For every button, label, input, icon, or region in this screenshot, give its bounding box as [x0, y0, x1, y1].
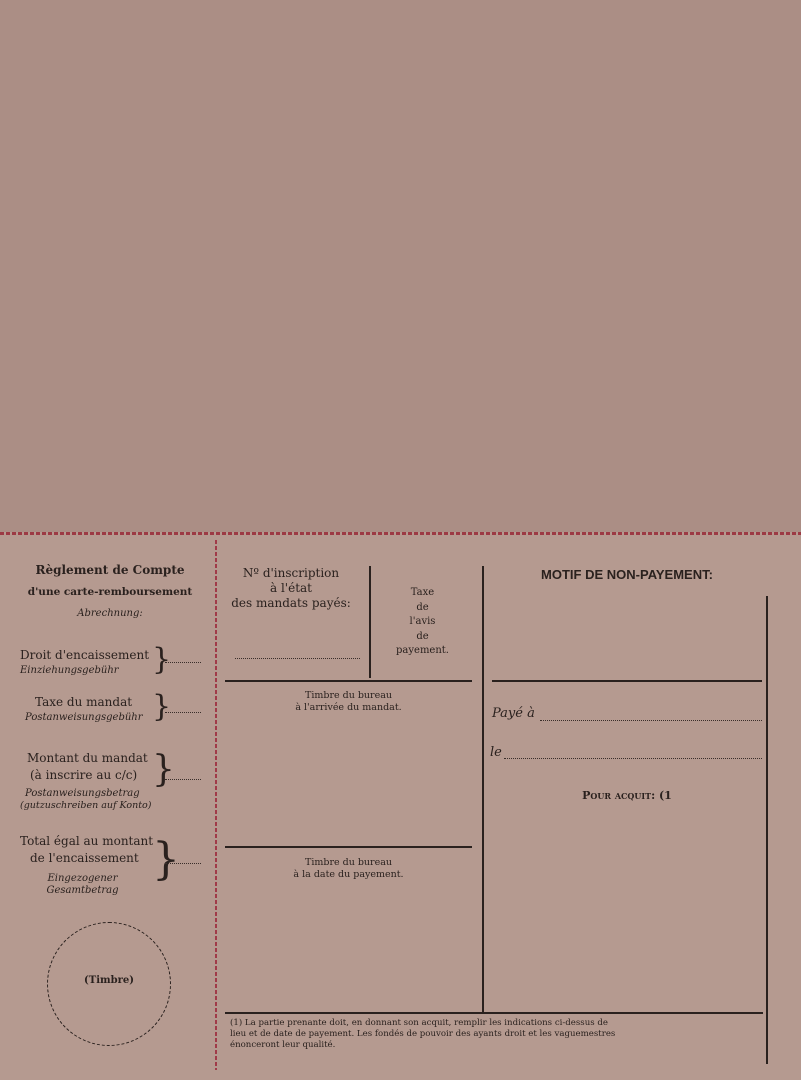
inscription-line-1: Nº d'inscription [242, 566, 340, 580]
left-title-german: Abrechnung: [77, 608, 143, 619]
total-label-2: de l'encaissement [30, 851, 139, 865]
footnote-top-rule [225, 1012, 763, 1014]
stamp2-top-rule [225, 846, 472, 848]
le-label: le [490, 745, 502, 760]
droit-encaissement-amount-line [165, 662, 201, 663]
inscription-line-2: à l'état [269, 581, 312, 595]
brace-icon: } [152, 834, 180, 885]
stamp2-line-1: Timbre du bureau [304, 857, 392, 868]
paye-a-line [540, 720, 762, 721]
taxe-mandat-label: Taxe du mandat [35, 695, 133, 709]
stamp2-label [225, 857, 472, 881]
stamp1-label [225, 690, 472, 714]
montant-mandat-label-de-2: (gutzuschreiben auf Konto) [20, 800, 152, 811]
footnote [230, 1018, 765, 1051]
brace-icon: } [152, 689, 172, 724]
inscription-number-line [235, 658, 360, 659]
stamp-label: (Timbre) [84, 975, 134, 986]
taxe-line-4: de [416, 630, 429, 642]
montant-mandat-label-2: (à inscrire au c/c) [30, 768, 138, 782]
left-title: Règlement de Compte [35, 563, 185, 577]
droit-encaissement-label-de: Einziehungsgebühr [20, 665, 119, 676]
stamp1-line-1: Timbre du bureau [304, 690, 392, 701]
taxe-line-2: de [416, 601, 429, 613]
paye-a-label: Payé à [492, 706, 535, 721]
inscription-label [226, 566, 356, 611]
middle-right-divider [482, 566, 484, 1012]
motif-bottom-rule [492, 680, 762, 682]
montant-mandat-label: Montant du mandat [27, 751, 148, 765]
montant-mandat-label-de: Postanweisungsbetrag [25, 788, 140, 799]
taxe-line-1: Taxe [410, 587, 435, 598]
stamp2-line-2: à la date du payement. [293, 869, 404, 880]
stamp1-line-2: à l'arrivée du mandat. [295, 702, 402, 713]
stamp1-top-rule [225, 680, 472, 682]
perforated-fold-line [0, 532, 801, 535]
inscription-divider [369, 566, 371, 678]
date-line [504, 758, 762, 759]
footnote-line-3: énonceront leur qualité. [230, 1040, 336, 1050]
right-border-line [766, 596, 768, 1064]
taxe-line-3: l'avis [409, 616, 436, 627]
footnote-line-1: (1) La partie prenante doit, en donnant son acquit, remplir les indications ci-dessus de [230, 1018, 608, 1028]
taxe-mandat-amount-line [165, 712, 201, 713]
red-perforation-line [215, 540, 217, 1070]
taxe-line-5: payement. [396, 645, 449, 656]
taxe-avis-label [380, 586, 465, 659]
left-subtitle: d'une carte-remboursement [27, 586, 193, 598]
droit-encaissement-label: Droit d'encaissement [20, 648, 150, 662]
inscription-line-3: des mandats payés: [231, 596, 351, 610]
brace-icon: } [152, 749, 175, 790]
total-label-de: Eingezogener [47, 873, 118, 884]
total-label: Total égal au montant [20, 834, 154, 848]
pour-acquit-label: Pour acquit: (1 [582, 789, 672, 802]
footnote-line-2: lieu et de date de payement. Les fondés de pouvoir des ayants droit et les vaguemestres [230, 1029, 616, 1039]
card-upper-flap [0, 0, 801, 532]
brace-icon: } [152, 642, 172, 677]
taxe-mandat-label-de: Postanweisungsgebühr [25, 712, 143, 723]
montant-mandat-amount-line [165, 779, 201, 780]
total-amount-line [165, 863, 201, 864]
motif-title: MOTIF DE NON-PAYEMENT: [541, 567, 713, 582]
total-label-de-2: Gesamtbetrag [46, 885, 119, 896]
